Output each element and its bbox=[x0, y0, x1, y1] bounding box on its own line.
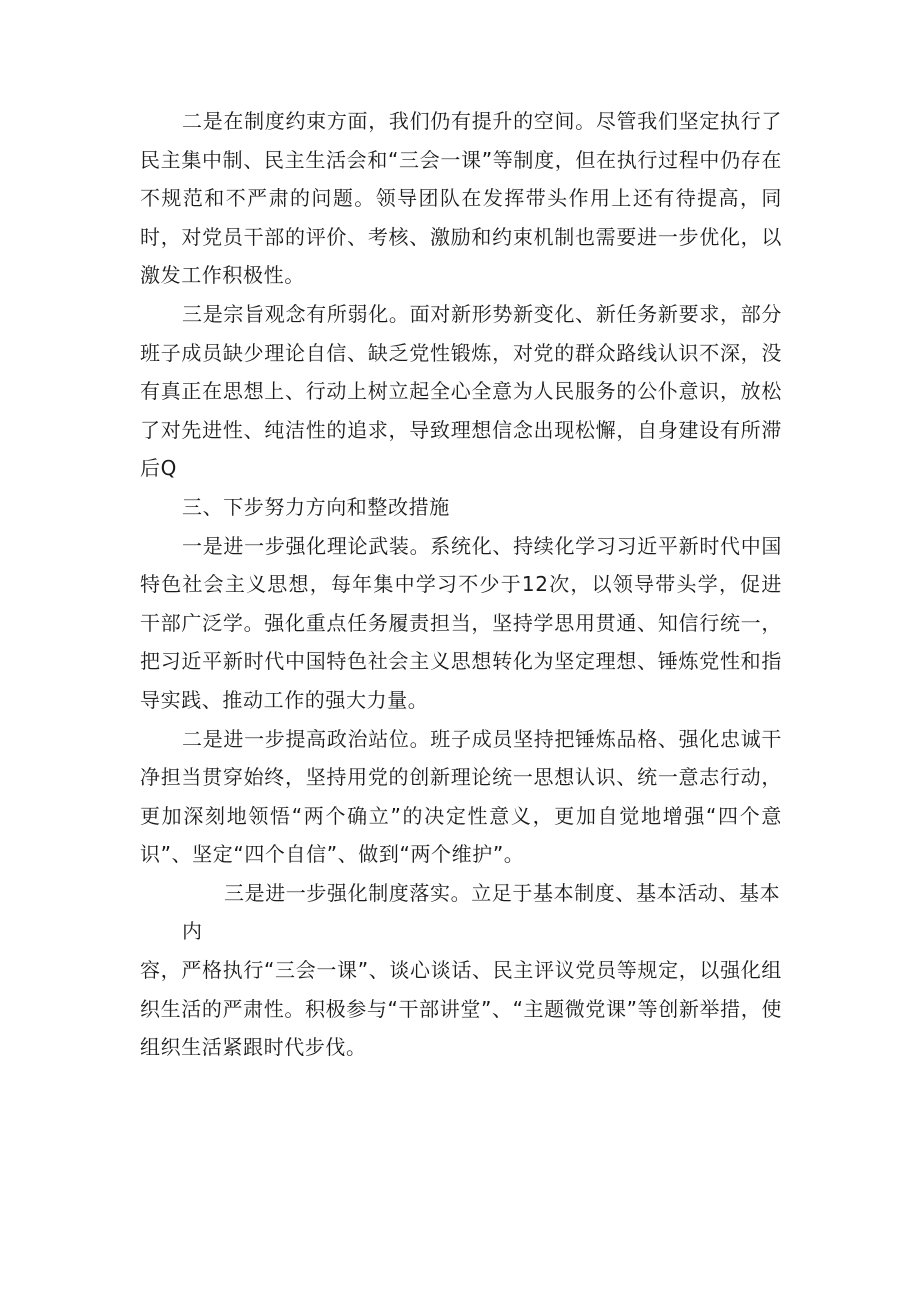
paragraph-political-stance: 二是进一步提高政治站位。班子成员坚持把锤炼品格、强化忠诚干净担当贯穿始终，坚持用党的创新理论统一思想认识、统一意志行动，更加深刻地领悟“两个确立”的决定性意义，更加自觉地增强“四个意识”、坚定“四个自信”、做到“两个维护”。 bbox=[140, 726, 782, 867]
document-body bbox=[140, 102, 782, 1067]
section-heading-next-steps: 三、下步努力方向和整改措施 bbox=[182, 494, 450, 519]
paragraph-system-implementation-rest: 容，严格执行“三会一课”、谈心谈话、民主评议党员等规定，以强化组织生活的严肃性。积极参与“干部讲堂”、“主题微党课”等创新举措，使组织生活紧跟时代步伐。 bbox=[140, 958, 782, 1060]
paragraph-purpose-weakened: 三是宗旨观念有所弱化。面对新形势新变化、新任务新要求，部分班子成员缺少理论自信、缺乏党性锻炼，对党的群众路线认识不深，没有真正在思想上、行动上树立起全心全意为人民服务的公仆意识，放松了对先进性、纯洁性的追求，导致理想信念出现松懈，自身建设有所滞后Q bbox=[140, 301, 782, 481]
paragraph-system-implementation bbox=[140, 874, 782, 1067]
paragraph-system-implementation-first-line: 三是进一步强化制度落实。立足于基本制度、基本活动、基本内 bbox=[182, 880, 781, 944]
paragraph-institutional-constraints: 二是在制度约束方面，我们仍有提升的空间。尽管我们坚定执行了民主集中制、民主生活会和“三会一课”等制度，但在执行过程中仍存在不规范和不严肃的问题。领导团队在发挥带头作用上还有待提高，同时，对党员干部的评价、考核、激励和约束机制也需要进一步优化，以激发工作积极性。 bbox=[140, 109, 782, 288]
paragraph-theory-armament: 一是进一步强化理论武装。系统化、持续化学习习近平新时代中国特色社会主义思想，每年集中学习不少于12次，以领导带头学，促进干部广泛学。强化重点任务履责担当，坚持学思用贯通、知信行统一，把习近平新时代中国特色社会主义思想转化为坚定理想、锤炼党性和指导实践、推动工作的强大力量。 bbox=[140, 533, 782, 712]
